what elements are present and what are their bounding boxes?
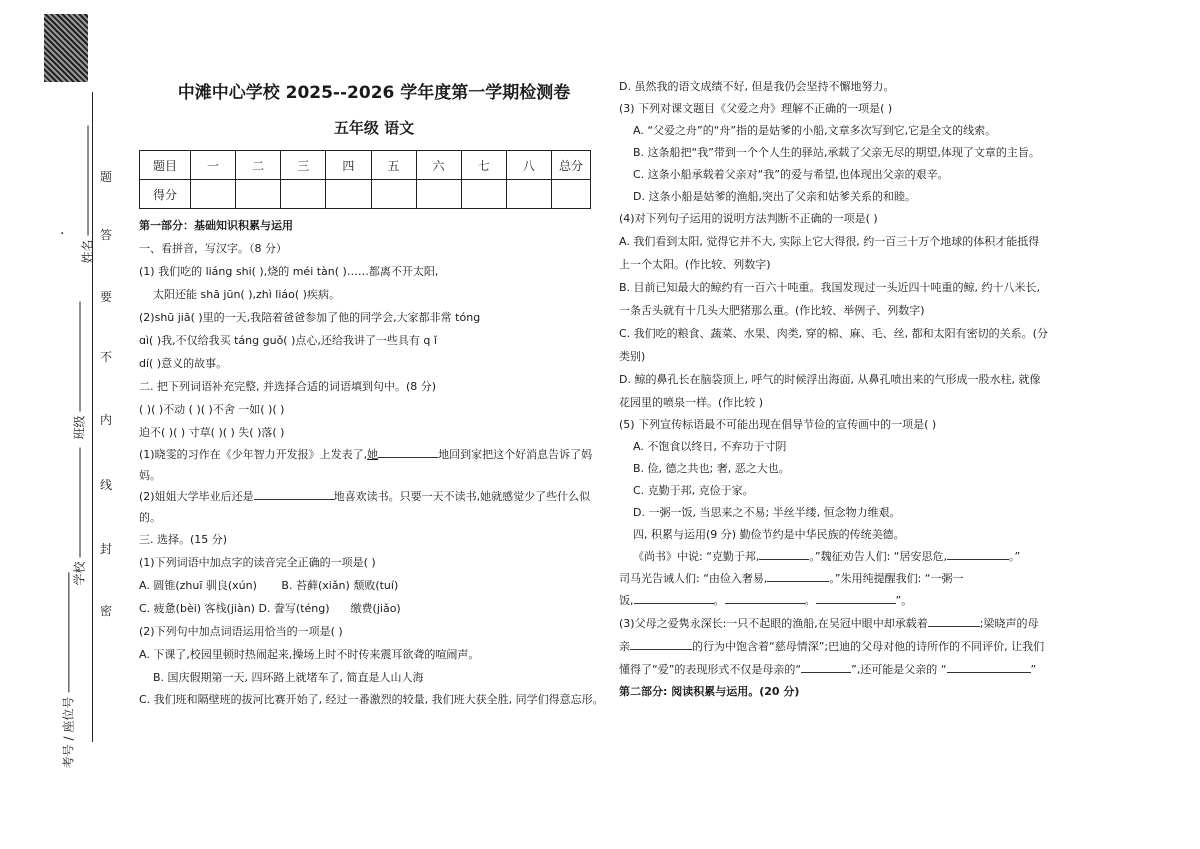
option-line: D. 虽然我的语文成绩不好, 但是我仍会坚持不懈地努力。 <box>619 80 895 93</box>
score-input-cell[interactable] <box>461 180 506 209</box>
option-line: A. 圆锥(zhuī 驯良(xún) B. 苔藓(xiǎn) 颓败(tuí) <box>139 579 399 592</box>
name-label: 姓名 <box>80 239 95 264</box>
score-input-cell[interactable] <box>236 180 281 209</box>
seal-char: 内 <box>99 413 112 427</box>
score-cell: 八 <box>506 151 551 180</box>
option-line: D. 一粥一饭, 当思来之不易; 半丝半缕, 恒念物力维艰。 <box>633 506 901 519</box>
score-cell: 总分 <box>552 151 591 180</box>
option-line: C. 我们吃的粮食、蔬菜、水果、肉类, 穿的棉、麻、毛、丝, 都和太阳有密切的关系。(分类别) <box>619 327 1048 363</box>
question-line: (3) 下列对课文题目《父爱之舟》理解不正确的一项是( ) <box>619 102 893 115</box>
score-header-row <box>140 151 591 180</box>
seal-char: 密 <box>99 604 112 618</box>
seal-char: 题 <box>99 170 112 184</box>
score-cell: 二 <box>236 151 281 180</box>
school-field[interactable] <box>71 447 88 585</box>
question-line: (1)下列词语中加点字的读音完全正确的一项是( ) <box>139 556 376 569</box>
option-line: B. 这条船把“我”带到一个个人生的驿站,承载了父亲无尽的期望,体现了文章的主旨。 <box>633 146 1040 159</box>
score-input-cell[interactable] <box>416 180 461 209</box>
score-cell: 五 <box>371 151 416 180</box>
question-line: (2)下列句中加点词语运用恰当的一项是( ) <box>139 625 343 638</box>
question-line: 太阳还能 shā jūn( ),zhì liáo( )疾病。 <box>153 288 340 301</box>
option-line: A. 我们看到太阳, 觉得它并不大, 实际上它大得很, 约一百三十万个地球的体积才能抵得上一个太阳。(作比较、列数字) <box>619 235 1040 271</box>
binding-dot: · <box>60 226 65 242</box>
score-label-cell: 得分 <box>140 180 191 209</box>
option-line: C. 这条小船承载着父亲对“我”的爱与希望,也体现出父亲的艰辛。 <box>633 168 949 181</box>
option-line: C. 我们班和隔壁班的拔河比赛开始了, 经过一番激烈的较量, 我们班大获全胜, 同学们得意忘形。 <box>139 693 604 706</box>
question-line: (5) 下列宣传标语最不可能出现在倡导节俭的宣传画中的一项是( ) <box>619 418 937 431</box>
seal-char: 答 <box>99 228 112 242</box>
question-line: (2)姐姐大学毕业后还是 地喜欢读书。只要一天不读书,她就感觉少了些什么似的。 <box>139 486 609 528</box>
option-line: B. 目前已知最大的鲸约有一百六十吨重。我国发现过一头近四十吨重的鲸, 约十八米长, 一条舌头就有十几头大肥猪那么重。(作比较、举例子、列数字) <box>619 281 1041 317</box>
fill-line: 司马光告诫人们: “由俭入奢易, 。”朱用纯提醒我们: “一粥一 <box>619 568 1049 590</box>
question-line: ( )( )不动 ( )( )不舍 一如( )( ) <box>139 403 285 416</box>
class-label: 班级 <box>72 415 87 440</box>
question-line: dí( )意义的故事。 <box>139 357 228 370</box>
option-line: B. 俭, 德之共也; 奢, 恶之大也。 <box>633 462 790 475</box>
option-line: D. 这条小船是姑爹的渔船,突出了父亲和姑爹关系的和睦。 <box>633 190 916 203</box>
seal-char: 不 <box>99 350 112 364</box>
score-table <box>139 150 591 209</box>
seal-char: 要 <box>99 290 112 304</box>
option-line: C. 克勤于邦, 克俭于家。 <box>633 484 754 497</box>
option-line: A. 下课了,校园里顿时热闹起来,操场上时不时传来震耳欲聋的喧闹声。 <box>139 648 480 661</box>
binding-margin <box>0 0 125 849</box>
question-line: (2)shū jiā( )里的一天,我陪着爸爸参加了他的同学会,大家都非常 tóng <box>139 311 481 324</box>
seal-char: 线 <box>99 478 112 492</box>
option-line: B. 国庆假期第一天, 四环路上就堵车了, 简直是人山人海 <box>153 671 424 684</box>
score-cell: 三 <box>281 151 326 180</box>
score-cell: 七 <box>461 151 506 180</box>
score-input-cell[interactable] <box>281 180 326 209</box>
score-input-cell[interactable] <box>326 180 371 209</box>
class-field[interactable] <box>71 301 88 439</box>
section1-title: 一、看拼音，写汉字。（8 分） <box>139 242 287 255</box>
score-cell: 四 <box>326 151 371 180</box>
option-line: A. 不饱食以终日, 不弃功于寸阴 <box>633 440 787 453</box>
question-line: ɑì( )我,不仅给我买 táng guǒ( )点心,还给我讲了一些具有 q ǐ <box>139 334 437 347</box>
score-cell: 六 <box>416 151 461 180</box>
question-line: (1) 我们吃的 liáng shi( ),烧的 méi tàn( )……都离不开太阳, <box>139 265 439 278</box>
name-field[interactable] <box>79 125 96 263</box>
score-input-cell[interactable] <box>191 180 236 209</box>
school-label: 学校 <box>72 561 87 586</box>
section3-title: 三. 选择。(15 分) <box>139 533 228 546</box>
option-line: C. 疲惫(bèi) 客栈(jiàn) D. 誊写(téng) 缴费(jiǎo) <box>139 602 401 615</box>
score-input-cell[interactable] <box>506 180 551 209</box>
score-value-row <box>140 180 591 209</box>
fill-line: (3)父母之爱隽永深长:一只不起眼的渔船,在吴冠中眼中却承载着 ;梁晓声的母亲 的行为中饱含着“慈母情深”;巴迪的父母对他的诗所作的不同评价, 让我们懂得了“爱”的表现形式不仅是母亲的“ ”,还可能是父亲的 “ ” <box>619 612 1049 681</box>
fill-line: 《尚书》中说: “克勤于邦, 。”魏征劝告人们: “居安思危, 。” <box>619 546 1049 568</box>
score-input-cell[interactable] <box>552 180 591 209</box>
score-cell: 一 <box>191 151 236 180</box>
seal-char: 封 <box>99 542 112 556</box>
question-line: (4)对下列句子运用的说明方法判断不正确的一项是( ) <box>619 212 878 225</box>
option-line: D. 鲸的鼻孔长在脑袋顶上, 呼气的时候浮出海面, 从鼻孔喷出来的气形成一股水柱, 就像花园里的喷泉一样。(作比较 ) <box>619 373 1041 409</box>
section4-title: 四, 积累与运用(9 分) 勤俭节约是中华民族的传统美德。 <box>633 528 905 541</box>
part1-heading: 第一部分：基础知识积累与运用 <box>139 219 293 232</box>
question-line: 迫不( )( ) 寸草( )( ) 失( )落( ) <box>139 426 285 439</box>
part2-heading: 第二部分: 阅读积累与运用。(20 分) <box>619 685 800 698</box>
exam-seat-label: 考号 / 座位号 <box>61 696 76 769</box>
option-line: A. “父爱之舟”的“舟”指的是姑爹的小船,文章多次写到它,它是全文的线索。 <box>633 124 997 137</box>
exam-title: 中滩中心学校 2025--2026 学年度第一学期检测卷 <box>177 83 571 103</box>
right-column <box>619 76 1049 703</box>
score-input-cell[interactable] <box>371 180 416 209</box>
fill-line: 饭, 。 。 ”。 <box>619 590 1049 612</box>
exam-seat-field[interactable] <box>59 573 76 769</box>
score-cell: 题目 <box>140 151 191 180</box>
section2-title: 二. 把下列词语补充完整, 并选择合适的词语填到句中。(8 分) <box>139 380 437 393</box>
exam-subtitle: 五年级 语文 <box>333 119 415 137</box>
question-line: (1)晓雯的习作在《少年智力开发报》上发表了,她 地回到家把这个好消息告诉了妈妈。 <box>139 444 609 486</box>
left-column <box>139 78 609 710</box>
